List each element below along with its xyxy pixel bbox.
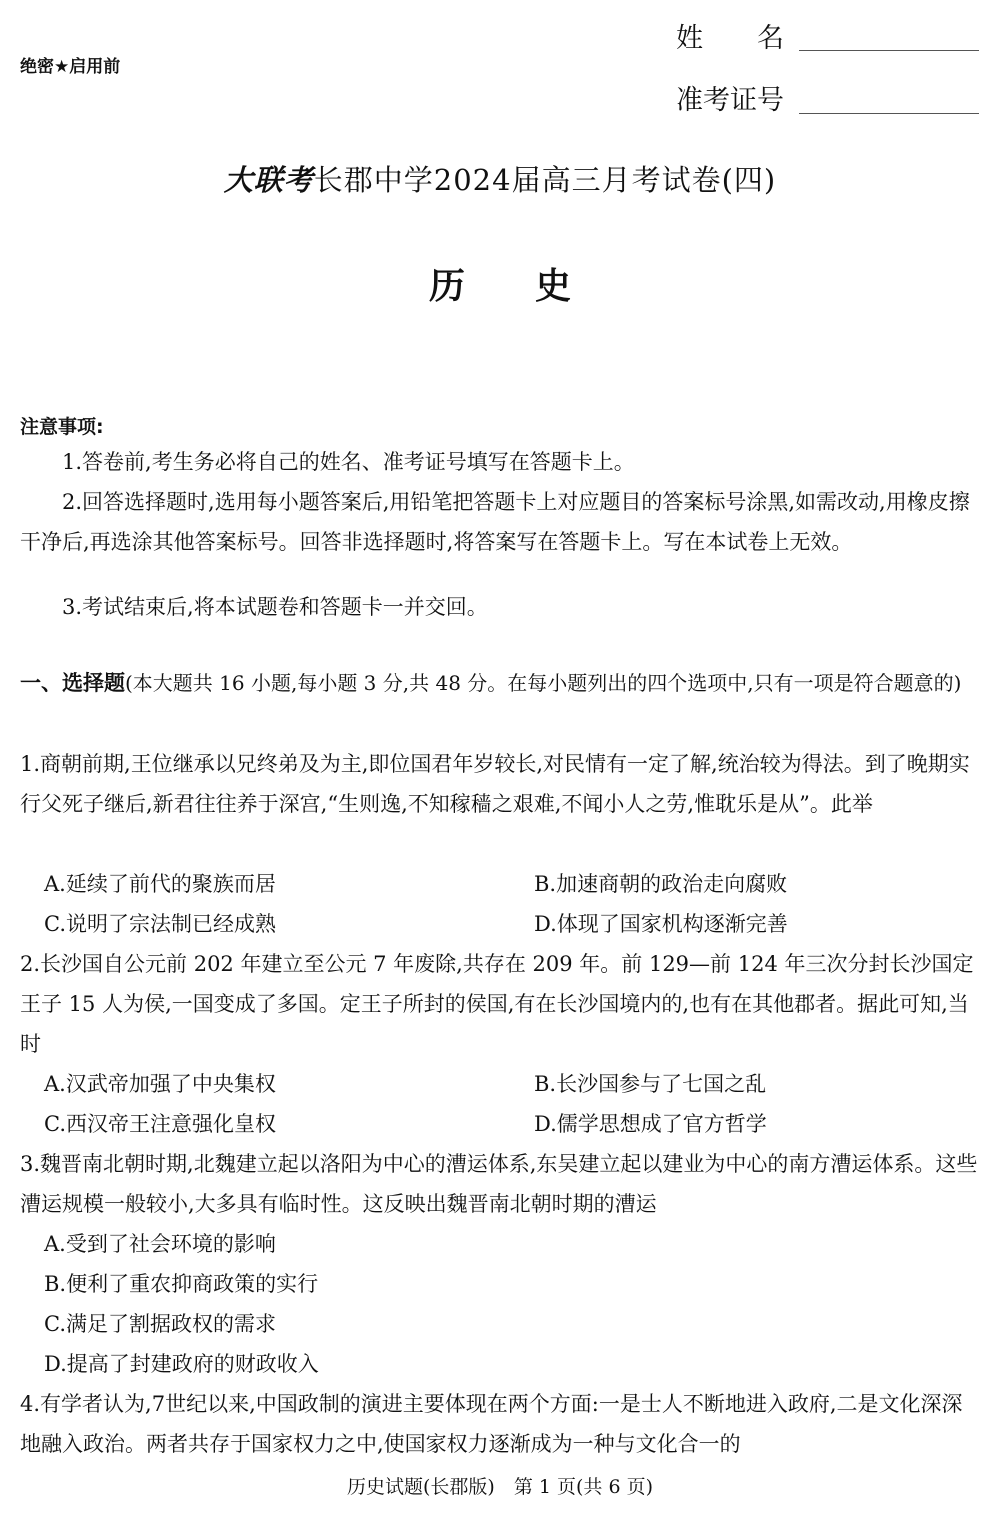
section-heading [20, 664, 982, 702]
notice-item-1: 1.答卷前,考生务必将自己的姓名、准考证号填写在答题卡上。 [62, 450, 635, 474]
question-2-option-c: C.西汉帝王注意强化皇权 [44, 1112, 276, 1136]
name-blank-line [799, 50, 979, 51]
question-2-option-a: A.汉武帝加强了中央集权 [44, 1072, 276, 1096]
notice-item-2: 2.回答选择题时,选用每小题答案后,用铅笔把答题卡上对应题目的答案标号涂黑,如需改动,用橡皮擦干净后,再选涂其他答案标号。回答非选择题时,将答案写在答题卡上。写在本试卷上无效。 [20, 490, 970, 554]
section-description: (本大题共 16 小题,每小题 3 分,共 48 分。在每小题列出的四个选项中,只有一项是符合题意的) [125, 671, 962, 695]
question-3-option-a: A.受到了社会环境的影响 [44, 1232, 276, 1256]
question-1-option-c: C.说明了宗法制已经成熟 [44, 912, 276, 936]
notice-heading: 注意事项: [20, 416, 104, 438]
question-3-option-d: D.提高了封建政府的财政收入 [44, 1352, 319, 1376]
subject-title: 历史 [428, 266, 641, 307]
notice-item-3: 3.考试结束后,将本试题卷和答题卡一并交回。 [62, 595, 488, 619]
exam-title [0, 158, 1000, 199]
question-3-stem: 3.魏晋南北朝时期,北魏建立起以洛阳为中心的漕运体系,东吴建立起以建业为中心的南方漕运体系。这些漕运规模一般较小,大多具有临时性。这反映出魏晋南北朝时期的漕运 [20, 1152, 978, 1216]
brand-logo-text: 大联考 [223, 163, 314, 197]
question-3-option-c: C.满足了割据政权的需求 [44, 1312, 276, 1336]
question-2-stem: 2.长沙国自公元前 202 年建立至公元 7 年废除,共存在 209 年。前 129—前 124 年三次分封长沙国定王子 15 人为侯,一国变成了多国。定王子所封的侯国,有在长沙国境内的,也有在其他郡者。据此可知,当时 [20, 952, 974, 1056]
question-1-option-a: A.延续了前代的聚族而居 [44, 872, 276, 896]
question-2-option-b: B.长沙国参与了七国之乱 [534, 1072, 767, 1096]
question-3-option-b: B.便利了重农抑商政策的实行 [44, 1272, 319, 1296]
page-footer: 历史试题(长郡版) 第 1 页(共 6 页) [347, 1476, 653, 1498]
exam-id-label: 准考证号 [676, 85, 784, 116]
exam-id-blank-line [799, 113, 979, 114]
section-title: 一、选择题 [20, 671, 125, 695]
question-4-stem: 4.有学者认为,7世纪以来,中国政制的演进主要体现在两个方面:一是士人不断地进入政府,二是文化深深地融入政治。两者共存于国家权力之中,使国家权力逐渐成为一种与文化合一的 [20, 1392, 963, 1456]
question-1-stem: 1.商朝前期,王位继承以兄终弟及为主,即位国君年岁较长,对民情有一定了解,统治较为得法。到了晚期实行父死子继后,新君往往养于深宫,“生则逸,不知稼穑之艰难,不闻小人之劳,惟耽乐是从”。此举 [20, 752, 970, 816]
exam-title-text: 长郡中学2024届高三月考试卷(四) [313, 163, 777, 197]
question-1-option-d: D.体现了国家机构逐渐完善 [534, 912, 788, 936]
confidential-mark: 绝密★启用前 [20, 57, 121, 77]
question-1-option-b: B.加速商朝的政治走向腐败 [534, 872, 788, 896]
question-2-option-d: D.儒学思想成了官方哲学 [534, 1112, 767, 1136]
name-field [676, 16, 796, 55]
exam-id-field [676, 78, 796, 117]
name-label: 姓 名 [676, 23, 784, 54]
